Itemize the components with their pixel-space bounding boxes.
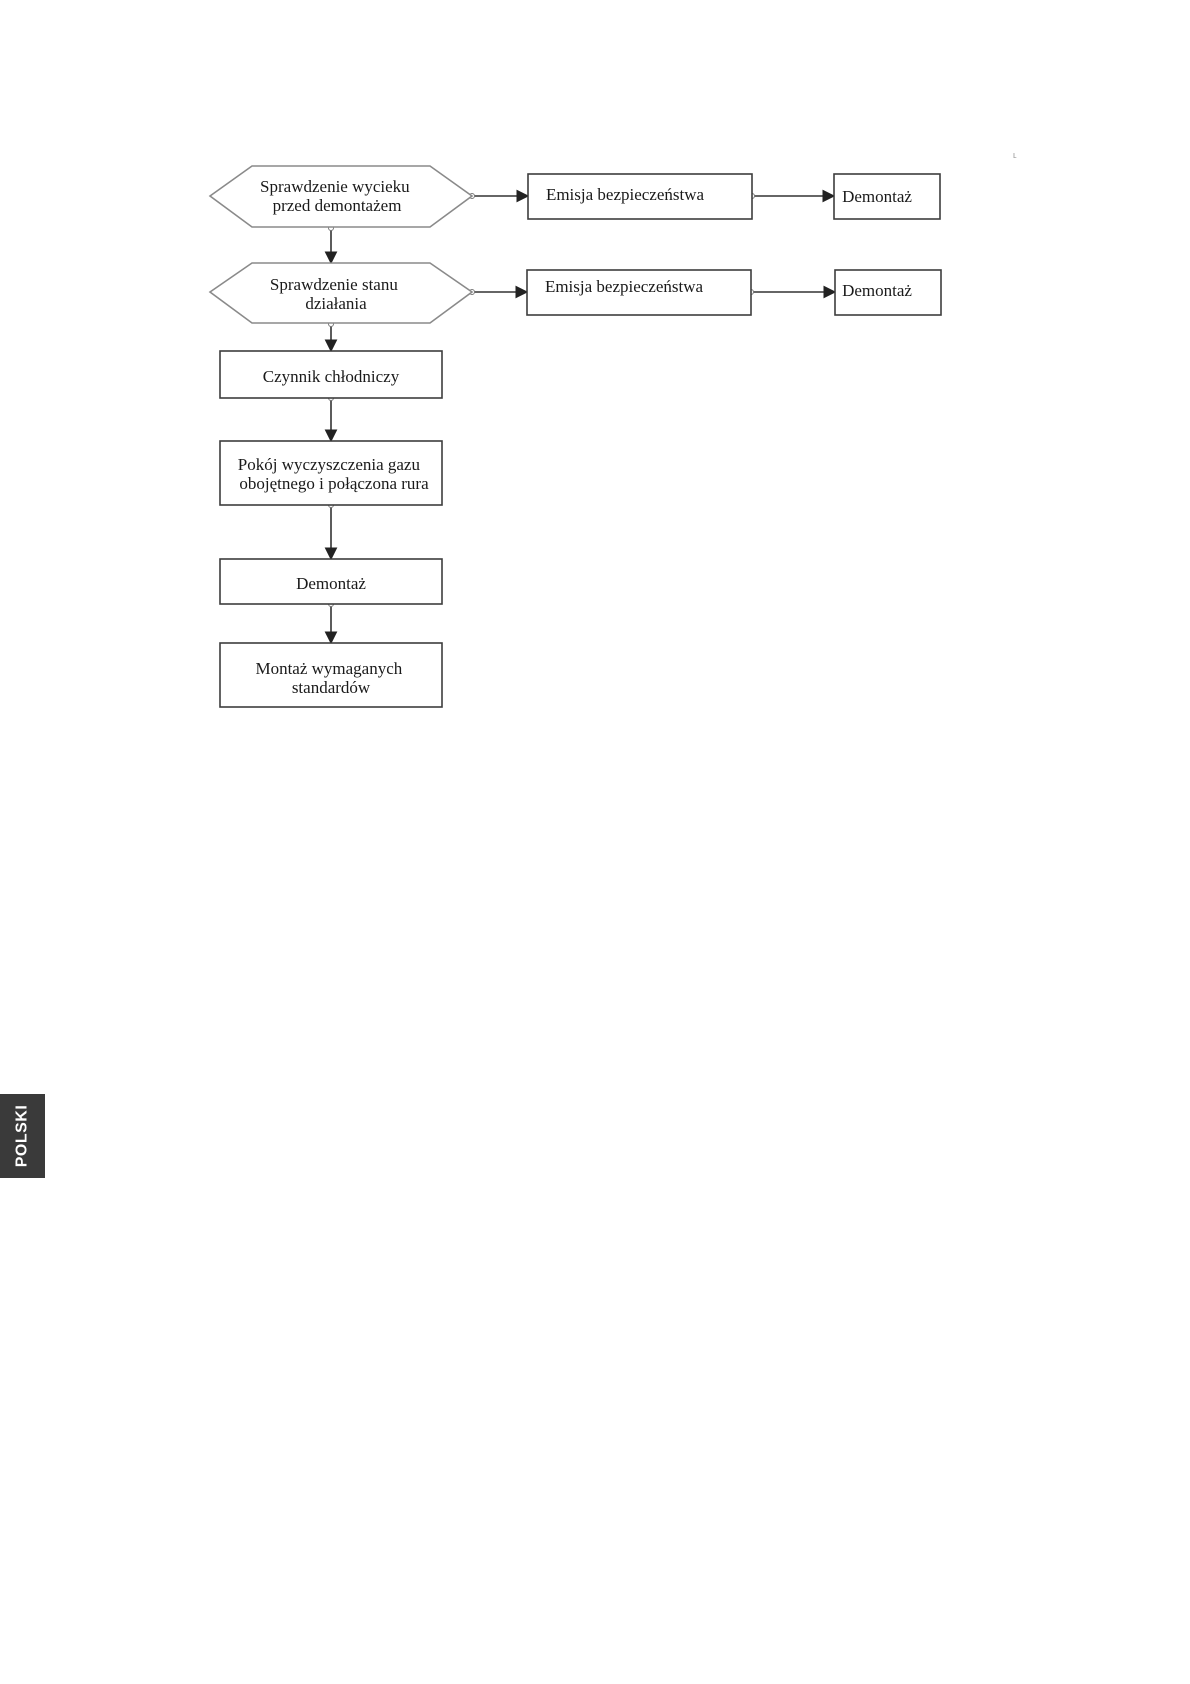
node-leak-check-line-1: Sprawdzenie wycieku — [260, 177, 410, 196]
svg-text:Demontaż — [296, 574, 366, 593]
language-side-tab-label: POLSKI — [13, 1104, 31, 1168]
node-emission-1 — [528, 174, 752, 219]
node-emission-2 — [527, 270, 751, 315]
svg-text:Demontaż — [842, 187, 912, 206]
svg-text:Czynnik chłodniczy — [263, 367, 400, 386]
node-emission-2-line-1: Emisja bezpieczeństwa — [544, 277, 704, 296]
node-operation-check-line-2: działania — [305, 294, 367, 313]
node-purge — [220, 441, 442, 505]
node-leak-check-line-2: przed demontażem — [272, 196, 402, 215]
node-disassembly-1-line-1: Demontaż — [842, 187, 912, 206]
node-purge-line-1: Pokój wyczyszczenia gazu — [237, 455, 420, 474]
svg-text:Demontaż — [842, 281, 912, 300]
svg-text:Pokój wyczyszczenia gazu — [238, 455, 429, 493]
node-disassembly-3 — [220, 559, 442, 604]
node-disassembly-2-line-1: Demontaż — [842, 281, 912, 300]
node-assembly-line-1: Montaż wymaganych — [255, 659, 403, 678]
node-operation-check — [210, 263, 472, 323]
node-purge-line-2: obojętnego i połączona rura — [239, 474, 429, 493]
node-emission-1-line-1: Emisja bezpieczeństwa — [545, 185, 705, 204]
node-disassembly-1 — [834, 174, 940, 219]
node-operation-check-line-1: Sprawdzenie stanu — [269, 275, 398, 294]
node-assembly-line-2: standardów — [291, 678, 371, 697]
corner-mark: ʟ — [1013, 150, 1017, 160]
node-disassembly-3-line-1: Demontaż — [296, 574, 366, 593]
node-refrigerant-line-1: Czynnik chłodniczy — [262, 367, 400, 386]
svg-text:Sprawdzenie wycieku prze — [260, 177, 414, 215]
svg-text:Emisja bezpieczeństwa — [545, 277, 704, 296]
node-assembly — [220, 643, 442, 707]
node-disassembly-2 — [835, 270, 941, 315]
language-side-tab — [0, 1094, 45, 1178]
node-leak-check — [210, 166, 472, 227]
svg-text:Emisja bezpieczeństwa — [546, 185, 705, 204]
node-refrigerant — [220, 351, 442, 398]
